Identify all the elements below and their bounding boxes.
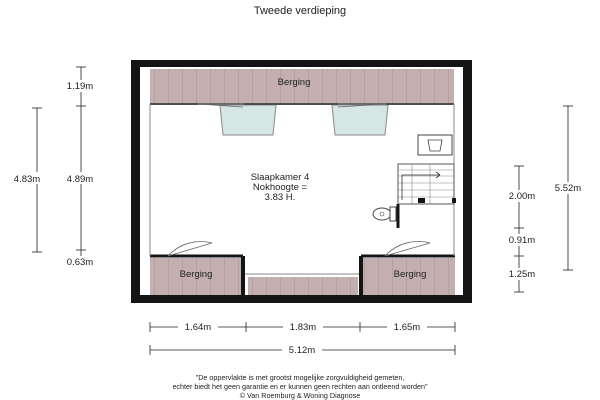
floor-title: Tweede verdieping bbox=[253, 5, 347, 17]
label-bedroom: Slaapkamer 4 bbox=[250, 172, 310, 183]
label-storage-left: Berging bbox=[179, 269, 213, 280]
disclaimer-copyright: © Van Roemburg & Woning Diagnose bbox=[239, 391, 361, 400]
toilet-icon bbox=[373, 207, 396, 221]
disclaimer bbox=[0, 373, 600, 400]
dim-bottom-2: 1.83m bbox=[289, 322, 317, 333]
dim-left-outer: 4.83m bbox=[13, 174, 41, 185]
dim-right-middle: 0.91m bbox=[508, 235, 536, 246]
skylight-icon bbox=[332, 105, 388, 135]
label-ridge-height: Nokhoogte = bbox=[252, 182, 308, 193]
dim-right-outer: 5.52m bbox=[554, 183, 582, 194]
wall-mark bbox=[452, 198, 456, 203]
sink-icon bbox=[418, 135, 452, 155]
dim-bottom-1: 1.64m bbox=[184, 322, 212, 333]
dim-right-upper: 2.00m bbox=[508, 191, 536, 202]
dim-left-bottom: 0.63m bbox=[66, 257, 94, 268]
dim-left-top: 1.19m bbox=[66, 81, 94, 92]
wall-mark bbox=[418, 198, 425, 203]
dim-bottom-3: 1.65m bbox=[393, 322, 421, 333]
label-ridge-value: 3.83 H. bbox=[264, 192, 296, 203]
label-storage-right: Berging bbox=[393, 269, 427, 280]
dim-left-middle: 4.89m bbox=[66, 174, 94, 185]
dim-bottom-total: 5.12m bbox=[288, 345, 316, 356]
label-storage-top: Berging bbox=[277, 77, 311, 88]
staircase-icon bbox=[398, 164, 454, 204]
dim-right-lower: 1.25m bbox=[508, 269, 536, 280]
disclaimer-line-2: echter biedt het geen garantie en er kunnen geen rechten aan ontleend worden" bbox=[172, 382, 428, 391]
skylight-icon bbox=[220, 105, 276, 135]
disclaimer-line-1: "De oppervlakte is met grootst mogelijke zorgvuldigheid gemeten, bbox=[195, 373, 405, 382]
storage-bottom-middle bbox=[248, 277, 358, 295]
